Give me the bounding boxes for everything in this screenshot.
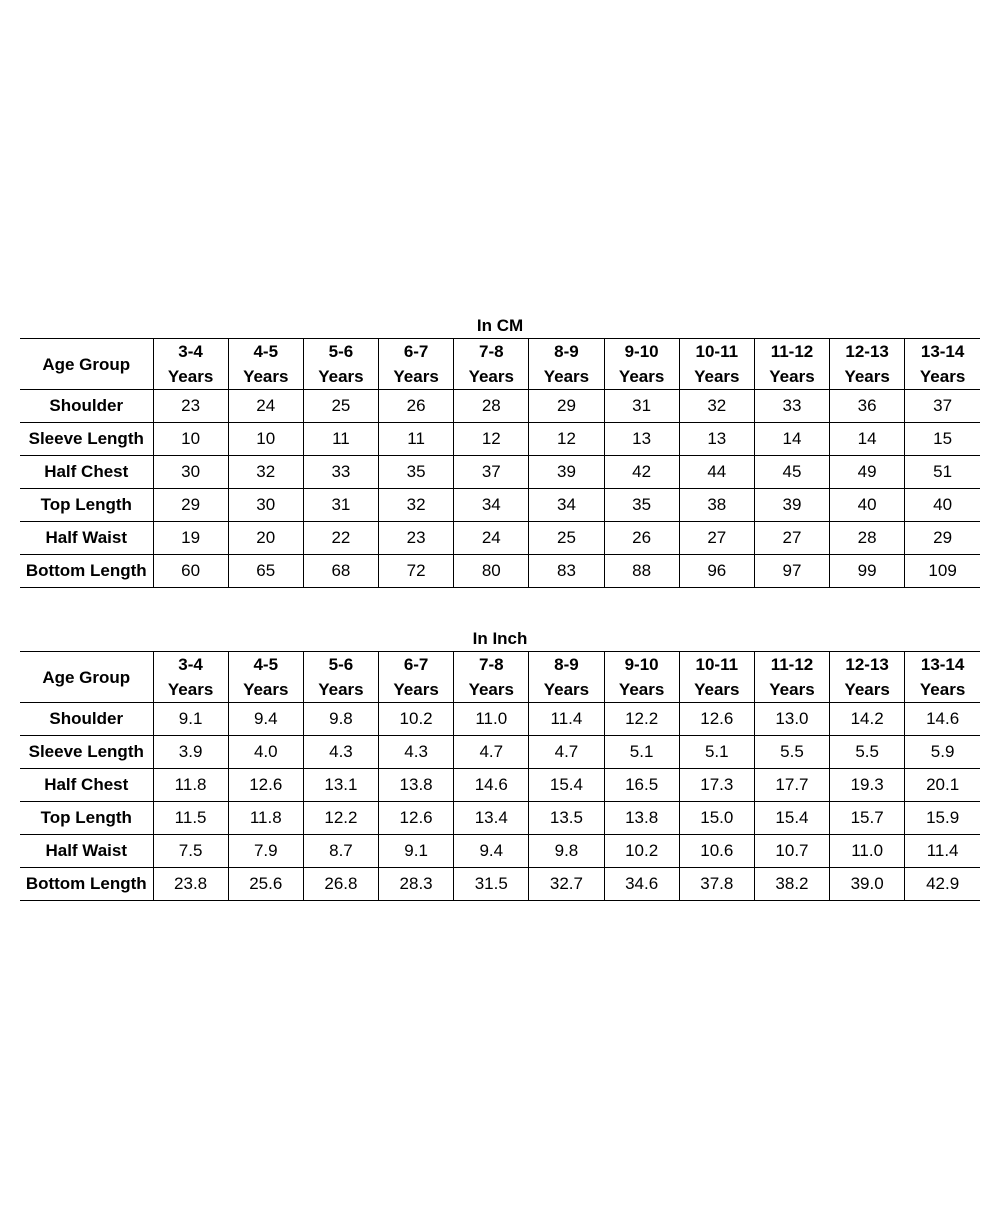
measurement-value: 5.1 [679,736,754,769]
age-unit: Years [919,680,966,699]
table-row [20,456,980,489]
measurement-value: 11 [303,423,378,456]
measurement-value: 9.4 [454,835,529,868]
age-group-column-header [830,339,905,390]
age-unit: Years [167,367,214,386]
measurement-value: 5.5 [754,736,829,769]
measurement-value: 5.1 [604,736,679,769]
age-range: 8-9 [554,342,579,361]
measurement-value: 38 [679,489,754,522]
measurement-value: 9.1 [379,835,454,868]
age-unit: Years [468,680,514,699]
measurement-value: 9.8 [303,703,378,736]
measurement-value: 7.5 [153,835,228,868]
measurement-value: 12 [454,423,529,456]
age-group-header: Age Group [20,652,153,703]
age-range: 11-12 [770,655,814,674]
measurement-value: 13 [679,423,754,456]
measurement-value: 14 [830,423,905,456]
age-group-column-header [529,339,604,390]
measurement-value: 49 [830,456,905,489]
measurement-value: 12.6 [679,703,754,736]
measurement-value: 37.8 [679,868,754,901]
measurement-value: 14.6 [454,769,529,802]
measurement-value: 12.2 [604,703,679,736]
age-group-column-header [830,652,905,703]
measurement-value: 17.3 [679,769,754,802]
age-group-column-header [153,339,228,390]
measurement-label: Half Chest [20,456,153,489]
measurement-value: 72 [379,555,454,588]
age-group-column-header [228,652,303,703]
measurement-value: 30 [153,456,228,489]
measurement-value: 11.4 [529,703,604,736]
measurement-value: 24 [454,522,529,555]
measurement-value: 9.4 [228,703,303,736]
age-range: 4-5 [253,342,279,361]
measurement-value: 83 [529,555,604,588]
measurement-value: 15.9 [905,802,980,835]
measurement-value: 27 [679,522,754,555]
table-row [20,769,980,802]
table-row [20,802,980,835]
inch-table-caption: In Inch [20,627,980,652]
age-group-column-header [303,652,378,703]
age-unit: Years [318,367,364,386]
age-unit: Years [618,367,665,386]
measurement-value: 39.0 [830,868,905,901]
measurement-value: 13.8 [379,769,454,802]
age-unit: Years [318,680,364,699]
age-range: 6-7 [403,342,429,361]
age-range: 6-7 [403,655,429,674]
table-row [20,736,980,769]
age-range: 3-4 [178,342,203,361]
measurement-value: 32 [379,489,454,522]
measurement-value: 25 [303,390,378,423]
measurement-value: 10.2 [604,835,679,868]
measurement-value: 42 [604,456,679,489]
measurement-value: 10.6 [679,835,754,868]
measurement-value: 11.0 [830,835,905,868]
measurement-value: 12.6 [379,802,454,835]
age-group-column-header [454,652,529,703]
age-group-column-header [754,339,829,390]
age-unit: Years [694,680,740,699]
age-range: 4-5 [253,655,279,674]
measurement-value: 19 [153,522,228,555]
age-range: 9-10 [624,655,659,674]
age-unit: Years [167,680,214,699]
measurement-value: 35 [604,489,679,522]
measurement-value: 4.3 [303,736,378,769]
inch-size-table [20,652,980,901]
age-group-column-header [379,652,454,703]
measurement-value: 26 [604,522,679,555]
age-range: 12-13 [845,342,889,361]
age-range: 13-14 [920,655,965,674]
measurement-value: 12 [529,423,604,456]
age-group-column-header [529,652,604,703]
header-row [20,339,980,390]
measurement-value: 28 [830,522,905,555]
table-row [20,390,980,423]
measurement-value: 44 [679,456,754,489]
table-row [20,835,980,868]
measurement-value: 45 [754,456,829,489]
measurement-value: 26 [379,390,454,423]
measurement-value: 39 [754,489,829,522]
measurement-value: 29 [529,390,604,423]
measurement-value: 26.8 [303,868,378,901]
measurement-value: 60 [153,555,228,588]
age-group-column-header [905,652,980,703]
age-group-header: Age Group [20,339,153,390]
measurement-value: 7.9 [228,835,303,868]
age-range: 10-11 [695,655,739,674]
header-row [20,652,980,703]
measurement-value: 10 [153,423,228,456]
measurement-value: 65 [228,555,303,588]
measurement-value: 31 [604,390,679,423]
measurement-value: 109 [905,555,980,588]
measurement-value: 15.4 [754,802,829,835]
measurement-value: 15 [905,423,980,456]
measurement-value: 33 [303,456,378,489]
measurement-label: Sleeve Length [20,423,153,456]
measurement-label: Half Waist [20,522,153,555]
measurement-value: 24 [228,390,303,423]
measurement-label: Bottom Length [20,868,153,901]
age-unit: Years [769,680,815,699]
age-group-column-header [905,339,980,390]
measurement-value: 39 [529,456,604,489]
measurement-value: 12.6 [228,769,303,802]
measurement-value: 23.8 [153,868,228,901]
measurement-label: Half Chest [20,769,153,802]
age-range: 5-6 [328,655,354,674]
measurement-value: 51 [905,456,980,489]
measurement-value: 68 [303,555,378,588]
measurement-label: Shoulder [20,390,153,423]
measurement-value: 16.5 [604,769,679,802]
table-row [20,522,980,555]
measurement-value: 33 [754,390,829,423]
age-group-column-header [679,652,754,703]
age-group-column-header [604,339,679,390]
measurement-value: 32 [228,456,303,489]
measurement-value: 20.1 [905,769,980,802]
measurement-value: 27 [754,522,829,555]
age-unit: Years [543,680,590,699]
age-range: 13-14 [920,342,965,361]
measurement-value: 29 [153,489,228,522]
table-row [20,489,980,522]
measurement-value: 15.0 [679,802,754,835]
measurement-value: 12.2 [303,802,378,835]
measurement-label: Top Length [20,802,153,835]
measurement-value: 31 [303,489,378,522]
measurement-value: 22 [303,522,378,555]
measurement-value: 30 [228,489,303,522]
measurement-value: 11.5 [153,802,228,835]
cm-size-chart [20,314,980,588]
measurement-value: 17.7 [754,769,829,802]
measurement-value: 10 [228,423,303,456]
measurement-value: 14 [754,423,829,456]
measurement-value: 9.8 [529,835,604,868]
measurement-label: Sleeve Length [20,736,153,769]
measurement-value: 37 [905,390,980,423]
measurement-value: 32.7 [529,868,604,901]
age-unit: Years [543,367,590,386]
measurement-value: 80 [454,555,529,588]
age-group-column-header [303,339,378,390]
measurement-value: 4.7 [454,736,529,769]
age-range: 7-8 [478,655,504,674]
age-unit: Years [393,680,439,699]
inch-size-chart [20,627,980,901]
measurement-value: 11.4 [905,835,980,868]
measurement-value: 23 [153,390,228,423]
measurement-value: 11 [379,423,454,456]
measurement-value: 15.4 [529,769,604,802]
measurement-value: 32 [679,390,754,423]
age-unit: Years [618,680,665,699]
table-row [20,703,980,736]
age-unit: Years [694,367,740,386]
measurement-value: 13.1 [303,769,378,802]
measurement-value: 31.5 [454,868,529,901]
measurement-value: 9.1 [153,703,228,736]
measurement-value: 14.6 [905,703,980,736]
measurement-value: 29 [905,522,980,555]
measurement-value: 8.7 [303,835,378,868]
measurement-value: 13.4 [454,802,529,835]
age-range: 7-8 [478,342,504,361]
measurement-value: 4.0 [228,736,303,769]
measurement-value: 40 [905,489,980,522]
measurement-value: 11.8 [228,802,303,835]
table-row [20,868,980,901]
measurement-value: 15.7 [830,802,905,835]
measurement-value: 4.7 [529,736,604,769]
measurement-value: 28.3 [379,868,454,901]
measurement-value: 42.9 [905,868,980,901]
cm-size-table [20,339,980,588]
measurement-value: 13.5 [529,802,604,835]
measurement-value: 13.8 [604,802,679,835]
measurement-value: 40 [830,489,905,522]
age-unit: Years [393,367,439,386]
age-unit: Years [243,367,289,386]
measurement-label: Shoulder [20,703,153,736]
measurement-value: 5.5 [830,736,905,769]
age-group-column-header [379,339,454,390]
age-group-column-header [228,339,303,390]
measurement-value: 25 [529,522,604,555]
age-unit: Years [844,680,890,699]
measurement-value: 13.0 [754,703,829,736]
measurement-value: 10.2 [379,703,454,736]
measurement-value: 10.7 [754,835,829,868]
age-range: 10-11 [695,342,739,361]
age-group-column-header [604,652,679,703]
measurement-value: 38.2 [754,868,829,901]
measurement-value: 96 [679,555,754,588]
age-unit: Years [919,367,966,386]
measurement-value: 28 [454,390,529,423]
measurement-value: 34.6 [604,868,679,901]
measurement-value: 97 [754,555,829,588]
age-unit: Years [844,367,890,386]
measurement-value: 11.8 [153,769,228,802]
measurement-value: 3.9 [153,736,228,769]
age-unit: Years [769,367,815,386]
measurement-value: 14.2 [830,703,905,736]
measurement-value: 88 [604,555,679,588]
age-range: 3-4 [178,655,203,674]
measurement-value: 20 [228,522,303,555]
measurement-value: 37 [454,456,529,489]
table-row [20,555,980,588]
measurement-value: 19.3 [830,769,905,802]
age-group-column-header [679,339,754,390]
measurement-value: 13 [604,423,679,456]
age-group-column-header [754,652,829,703]
measurement-value: 11.0 [454,703,529,736]
age-range: 8-9 [554,655,579,674]
age-range: 12-13 [845,655,889,674]
measurement-value: 5.9 [905,736,980,769]
measurement-value: 25.6 [228,868,303,901]
age-range: 11-12 [770,342,814,361]
age-range: 5-6 [328,342,354,361]
cm-table-caption: In CM [20,314,980,339]
measurement-value: 34 [529,489,604,522]
age-unit: Years [468,367,514,386]
age-group-column-header [454,339,529,390]
measurement-value: 23 [379,522,454,555]
measurement-value: 4.3 [379,736,454,769]
measurement-label: Half Waist [20,835,153,868]
age-range: 9-10 [624,342,659,361]
measurement-value: 99 [830,555,905,588]
age-group-column-header [153,652,228,703]
age-unit: Years [243,680,289,699]
measurement-value: 34 [454,489,529,522]
table-row [20,423,980,456]
measurement-value: 35 [379,456,454,489]
measurement-label: Top Length [20,489,153,522]
measurement-value: 36 [830,390,905,423]
measurement-label: Bottom Length [20,555,153,588]
